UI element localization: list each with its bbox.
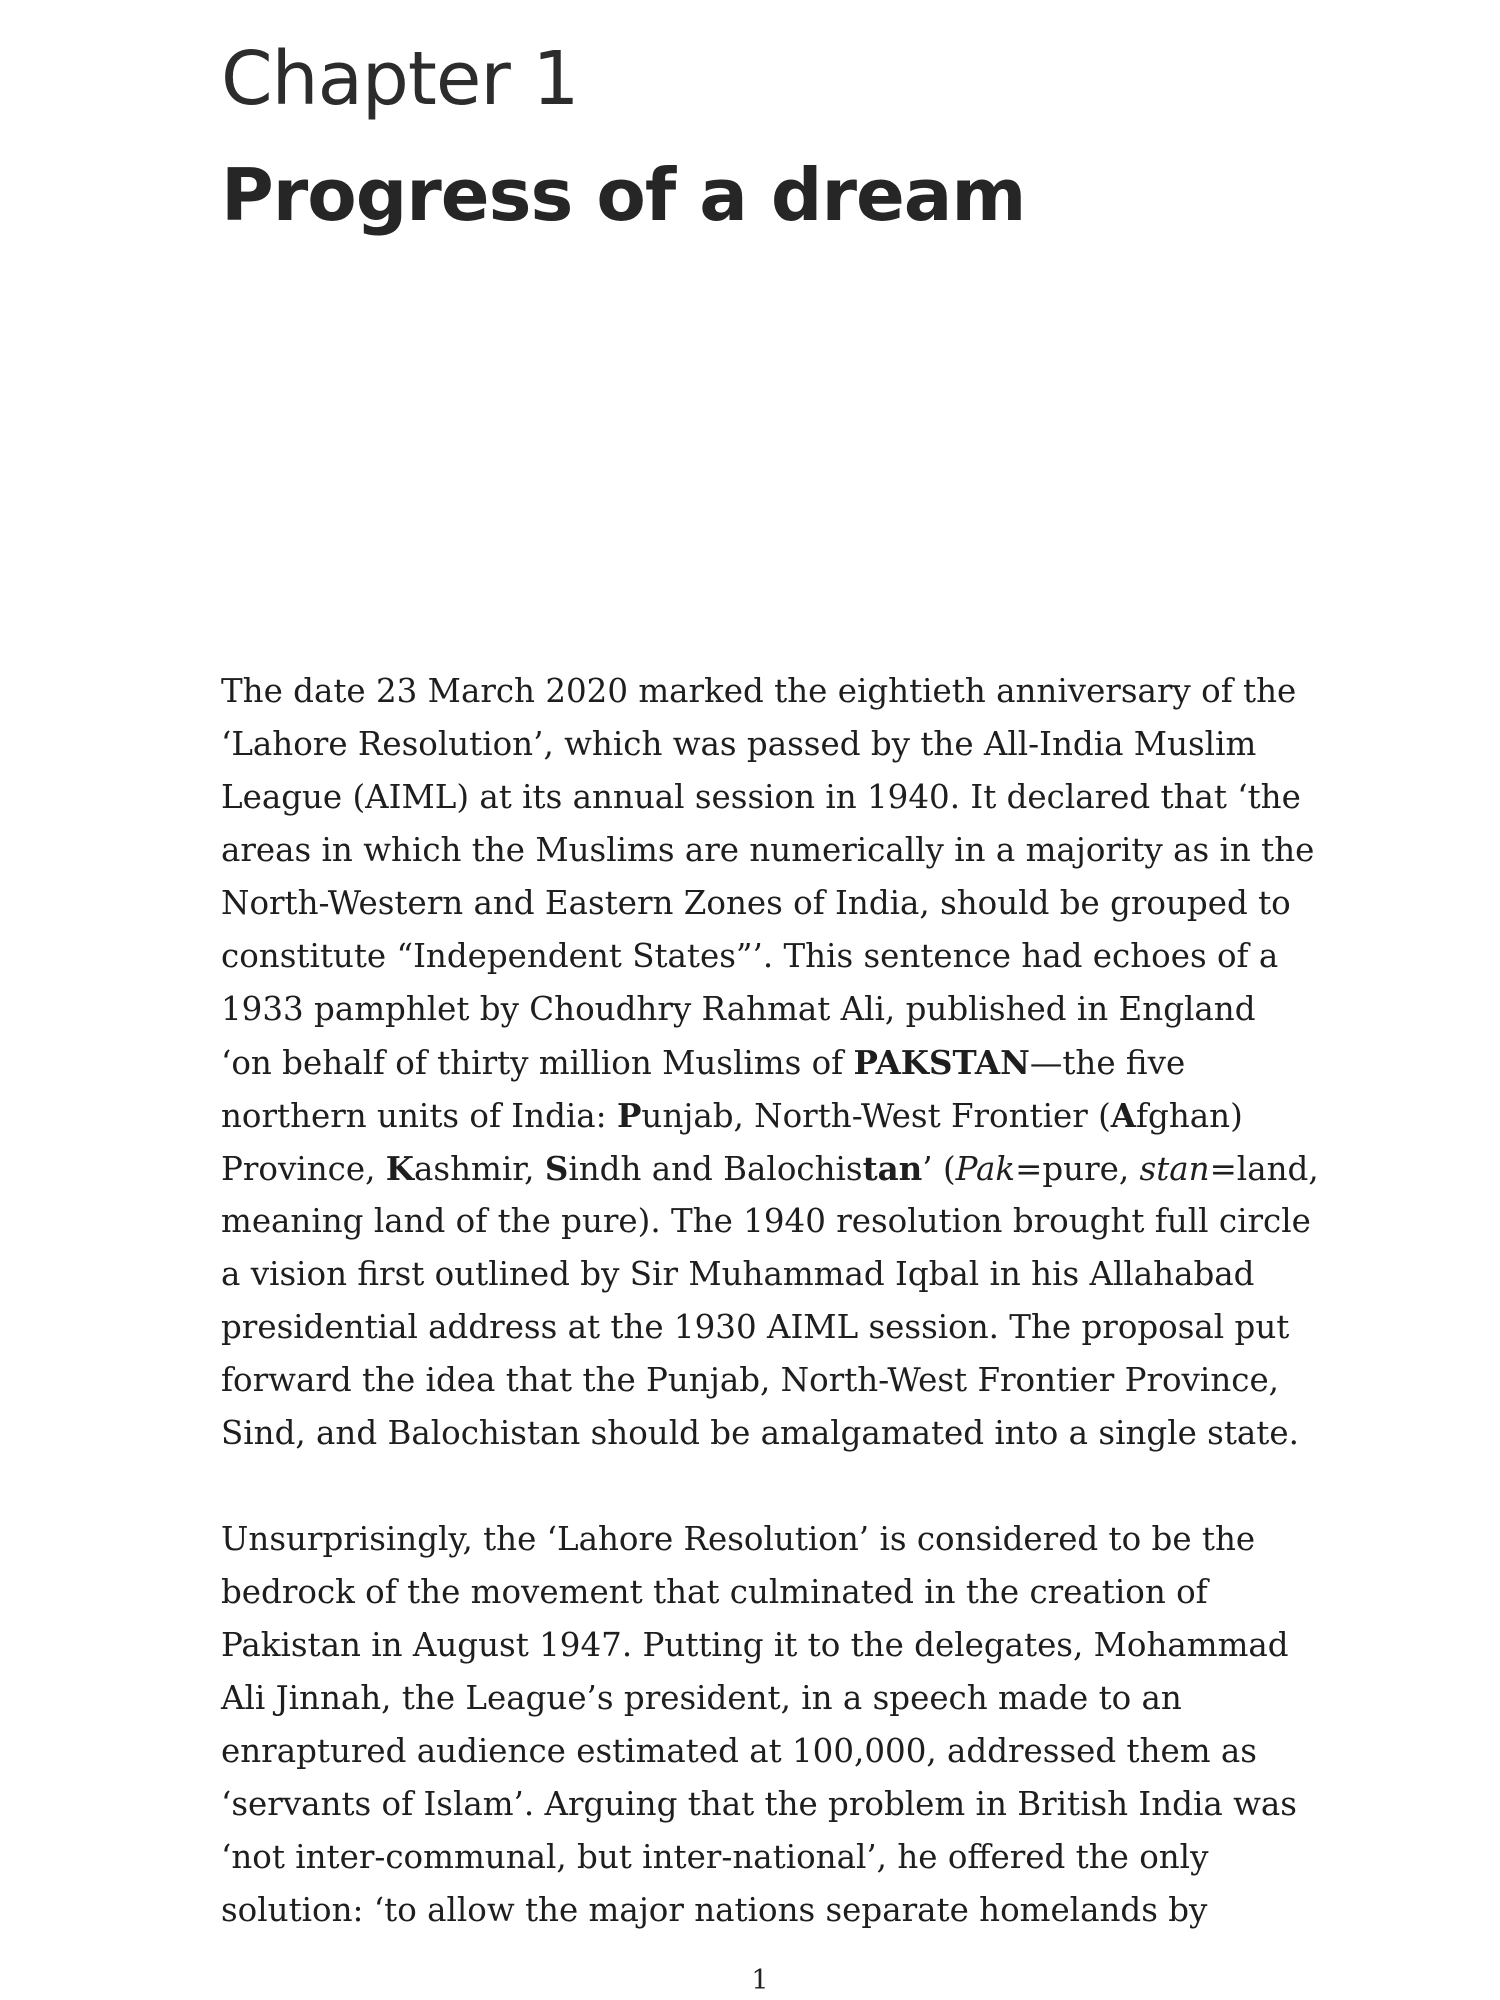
text-run: =land, xyxy=(1209,1150,1319,1188)
bold-text: tan xyxy=(862,1149,923,1188)
text-run: Province, xyxy=(221,1150,386,1188)
text-line xyxy=(221,1778,1381,1831)
text-line xyxy=(221,930,1381,983)
text-run: indh and Balochis xyxy=(568,1150,863,1188)
text-line xyxy=(221,1566,1381,1619)
text-run: northern units of India: xyxy=(221,1097,617,1135)
text-run: Pakistan in August 1947. Putting it to the delegates, Mohammad xyxy=(221,1626,1289,1664)
text-run: ‘not inter-communal, but inter-national’, he offered the only xyxy=(221,1838,1209,1876)
text-run: enraptured audience estimated at 100,000, addressed them as xyxy=(221,1732,1257,1770)
text-line xyxy=(221,1725,1381,1778)
text-line xyxy=(221,1619,1381,1672)
text-line xyxy=(221,1301,1381,1354)
body-text xyxy=(221,665,1381,1937)
text-line xyxy=(221,1884,1381,1937)
text-run: North-Western and Eastern Zones of India, should be grouped to xyxy=(221,884,1291,922)
text-run: ‘on behalf of thirty million Muslims of xyxy=(221,1044,854,1082)
text-line xyxy=(221,824,1381,877)
italic-text: stan xyxy=(1139,1150,1210,1188)
paragraph-gap xyxy=(221,1460,1381,1513)
text-run: forward the idea that the Punjab, North-West Frontier Province, xyxy=(221,1361,1280,1399)
text-run: =pure, xyxy=(1015,1150,1140,1188)
text-line xyxy=(221,877,1381,930)
text-run: —the five xyxy=(1029,1044,1186,1082)
text-run: solution: ‘to allow the major nations separate homelands by xyxy=(221,1891,1208,1929)
text-line xyxy=(221,665,1381,718)
text-line xyxy=(221,1036,1381,1089)
text-run: unjab, North-West Frontier ( xyxy=(641,1097,1111,1135)
bold-text: A xyxy=(1110,1096,1137,1135)
bold-text: K xyxy=(385,1149,415,1188)
text-line xyxy=(221,983,1381,1036)
text-line xyxy=(221,718,1381,771)
text-run: Unsurprisingly, the ‘Lahore Resolution’ is considered to be the xyxy=(221,1520,1256,1558)
text-run: ’ ( xyxy=(922,1150,956,1188)
text-line xyxy=(221,1672,1381,1725)
text-run: a vision first outlined by Sir Muhammad Iqbal in his Allahabad xyxy=(221,1255,1255,1293)
text-line xyxy=(221,1831,1381,1884)
text-run: meaning land of the pure). The 1940 resolution brought full circle xyxy=(221,1202,1311,1240)
text-run: Ali Jinnah, the League’s president, in a speech made to an xyxy=(221,1679,1182,1717)
text-run: ‘Lahore Resolution’, which was passed by the All-India Muslim xyxy=(221,725,1257,763)
italic-text: Pak xyxy=(955,1150,1016,1188)
text-line xyxy=(221,1142,1381,1195)
text-line xyxy=(221,1195,1381,1248)
text-run: ashmir, xyxy=(414,1150,545,1188)
bold-text: P xyxy=(616,1096,642,1135)
paragraph xyxy=(221,665,1381,1460)
text-run: ‘servants of Islam’. Arguing that the problem in British India was xyxy=(221,1785,1297,1823)
text-run: 1933 pamphlet by Choudhry Rahmat Ali, published in England xyxy=(221,990,1256,1028)
page-number: 1 xyxy=(751,1965,769,1996)
chapter-title: Progress of a dream xyxy=(221,153,1026,237)
text-run: bedrock of the movement that culminated in the creation of xyxy=(221,1573,1208,1611)
text-line xyxy=(221,1407,1381,1460)
text-line xyxy=(221,1513,1381,1566)
bold-text: PAKSTAN xyxy=(853,1043,1030,1082)
paragraph xyxy=(221,1513,1381,1937)
text-line xyxy=(221,771,1381,824)
text-line xyxy=(221,1248,1381,1301)
bold-text: S xyxy=(544,1149,569,1188)
text-run: League (AIML) at its annual session in 1940. It declared that ‘the xyxy=(221,778,1301,816)
chapter-label: Chapter 1 xyxy=(221,36,579,122)
text-run: constitute “Independent States”’. This sentence had echoes of a xyxy=(221,937,1279,975)
text-run: Sind, and Balochistan should be amalgamated into a single state. xyxy=(221,1414,1299,1452)
text-run: fghan) xyxy=(1136,1097,1243,1135)
text-run: The date 23 March 2020 marked the eightieth anniversary of the xyxy=(221,672,1297,710)
text-line xyxy=(221,1089,1381,1142)
text-run: areas in which the Muslims are numerically in a majority as in the xyxy=(221,831,1315,869)
text-run: presidential address at the 1930 AIML session. The proposal put xyxy=(221,1308,1290,1346)
text-line xyxy=(221,1354,1381,1407)
